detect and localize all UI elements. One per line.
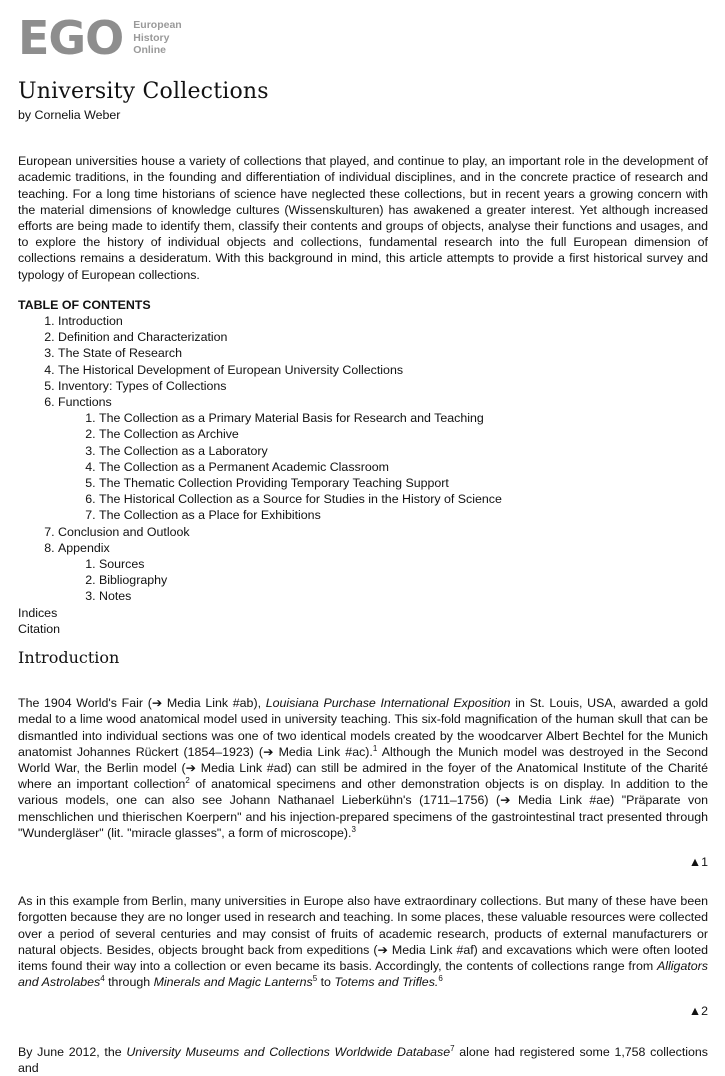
media-link[interactable]: ➔ Media Link #ad xyxy=(185,760,288,775)
text: of anatomical specimens and other demonstration objects is on display. In addition to the various models, one can also see Johann Nathanael Lieberkühn's (1711–1756) ( xyxy=(18,777,708,808)
logo-line-1: European xyxy=(133,19,182,32)
media-link[interactable]: ➔ Media Link #ab xyxy=(151,696,254,711)
media-link[interactable]: ➔ Media Link #ae xyxy=(500,793,611,808)
toc-citation-link[interactable]: Citation xyxy=(18,621,61,636)
toc-link[interactable]: The Collection as a Permanent Academic Classroom xyxy=(99,459,389,474)
toc-item-historical-development[interactable] xyxy=(58,362,708,378)
text: to xyxy=(317,975,335,990)
intro-paragraph-1 xyxy=(18,695,708,841)
toc-link[interactable]: Inventory: Types of Collections xyxy=(58,378,227,393)
italic-title: Alligators and Astrolabes xyxy=(18,958,708,990)
media-link[interactable]: ➔ Media Link #af xyxy=(377,942,474,957)
toc-link[interactable]: Functions xyxy=(58,395,112,410)
text: ) can still be admired in the foyer of the Anatomical Institute of the Charité where an important collection xyxy=(18,760,708,792)
text: alone had registered some 1,758 collections and xyxy=(18,1044,708,1075)
author-byline: by Cornelia Weber xyxy=(18,108,121,122)
toc-link[interactable]: The State of Research xyxy=(58,346,182,361)
media-link[interactable]: ➔ Media Link #ac xyxy=(263,744,366,759)
logo-text xyxy=(133,19,181,57)
intro-paragraph-2 xyxy=(18,893,708,990)
italic-title: Louisiana Purchase International Exposition xyxy=(265,696,511,711)
toc-link[interactable]: The Collection as a Laboratory xyxy=(99,443,268,458)
paragraph-marker-1[interactable]: ▲1 xyxy=(688,854,708,869)
toc-subitem[interactable] xyxy=(99,443,708,459)
logo-line-2: History xyxy=(133,31,170,44)
text: ), xyxy=(253,696,266,711)
toc-heading: TABLE OF CONTENTS xyxy=(18,297,151,312)
toc-subitem[interactable] xyxy=(99,556,708,572)
text: through xyxy=(104,975,154,990)
toc-subitem[interactable] xyxy=(99,410,708,426)
toc-item-conclusion[interactable] xyxy=(58,524,708,540)
toc-subitem[interactable] xyxy=(99,426,708,442)
toc-link[interactable]: Sources xyxy=(99,557,145,572)
italic-title: Totems and Trifles. xyxy=(334,975,439,990)
logo-mark: EGO xyxy=(18,11,124,65)
toc-link[interactable]: The Collection as a Place for Exhibitions xyxy=(99,508,321,523)
section-heading-introduction: Introduction xyxy=(18,648,120,668)
toc-item-definition[interactable] xyxy=(58,329,708,345)
toc-link[interactable]: Notes xyxy=(99,589,132,604)
article-page xyxy=(18,11,708,1076)
toc-link[interactable]: Definition and Characterization xyxy=(58,330,228,345)
toc-link[interactable]: The Historical Development of European University Collections xyxy=(58,362,404,377)
toc-subitem[interactable] xyxy=(99,588,708,604)
toc-link[interactable]: The Collection as Archive xyxy=(99,427,239,442)
toc-item-functions[interactable] xyxy=(58,394,708,524)
ego-logo[interactable] xyxy=(18,11,708,65)
text: The 1904 World's Fair ( xyxy=(18,696,152,711)
footnote-ref[interactable]: 3 xyxy=(351,824,356,834)
footnote-ref[interactable]: 5 xyxy=(312,974,318,984)
text: By June 2012, the xyxy=(18,1044,127,1059)
table-of-contents xyxy=(18,313,708,605)
toc-subitem[interactable] xyxy=(99,459,708,475)
toc-item-inventory[interactable] xyxy=(58,378,708,394)
toc-link[interactable]: The Thematic Collection Providing Temporary Teaching Support xyxy=(99,476,449,491)
footnote-ref[interactable]: 1 xyxy=(372,743,378,753)
toc-link[interactable]: Appendix xyxy=(58,540,110,555)
footnote-ref[interactable]: 4 xyxy=(100,974,105,984)
footnote-ref[interactable]: 7 xyxy=(450,1043,455,1053)
toc-link[interactable]: Bibliography xyxy=(99,573,168,588)
footnote-ref[interactable]: 2 xyxy=(185,776,190,786)
abstract: European universities house a variety of collections that played, and continue to play, an important role in the development of academic traditions, in the founding and differentiation of individual disciplines, and in the concrete practice of research and teaching. For a long time historians of science have neglected these collections, but in recent years a growing concern with the material dimensions of knowledge cultures (Wissenskulturen) has awakened a greater interest. Yet although increased efforts are being made to identify them, classify their contents and groups of objects, analyse their functions and usages, and to explore the history of individual objects and collections, fundamental research into the full European dimension of collections remains a desideratum. With this background in mind, this article attempts to provide a first historical survey and typology of European collections. xyxy=(18,154,708,282)
toc-sublist-functions xyxy=(58,410,708,523)
text: ) "Präparate von menschlichen und thierischen Koerpern" and his injection-prepared specimens of the gastrointestinal tract presented through "Wundergläser" (lit. "miracle glasses", a form of microscope). xyxy=(18,793,708,840)
toc-link[interactable]: The Collection as a Primary Material Basis for Research and Teaching xyxy=(99,411,484,426)
toc-subitem[interactable] xyxy=(99,475,708,491)
toc-link[interactable]: The Historical Collection as a Source for Studies in the History of Science xyxy=(99,492,502,507)
article-title: University Collections xyxy=(18,79,269,104)
toc-subitem[interactable] xyxy=(99,507,708,523)
paragraph-marker-2[interactable]: ▲2 xyxy=(688,1004,708,1019)
text: As in this example from Berlin, many universities in Europe also have extraordinary collections. But many of these have been forgotten because they are no longer used in research and teaching. In some places, these valuable resources were collected over a period of several centuries and may consist of fruits of academic research, products of external manufacturers or natural objects. Besides, objects brought back from expeditions ( xyxy=(18,894,708,957)
toc-item-appendix[interactable] xyxy=(58,540,708,605)
text: ) and excavations which were often looted items found their way into a collection or even became its basis. Accordingly, the contents of collections range from xyxy=(18,942,708,973)
toc-subitem[interactable] xyxy=(99,572,708,588)
toc-subitem[interactable] xyxy=(99,491,708,507)
text: in St. Louis, USA, awarded a gold medal to a lime wood anatomical model used in university teaching. This six-fold magnification of the human skull that can be dismantled into individual sections was one of two identical models created by the woodcarver Albert Bechtel for the Munich anatomist Johannes Rückert (1854–1923) ( xyxy=(18,696,708,759)
toc-extra-links xyxy=(18,605,708,637)
toc-item-introduction[interactable] xyxy=(58,313,708,329)
toc-link[interactable]: Introduction xyxy=(58,314,123,329)
logo-line-3: Online xyxy=(133,44,166,57)
toc-link[interactable]: Conclusion and Outlook xyxy=(58,524,190,539)
toc-item-state-of-research[interactable] xyxy=(58,345,708,361)
intro-paragraph-3 xyxy=(18,1044,708,1076)
text: Although the Munich model was destroyed in the Second World War, the Berlin model ( xyxy=(18,744,708,775)
italic-title: Minerals and Magic Lanterns xyxy=(153,975,313,990)
italic-title: University Museums and Collections Worldwide Database xyxy=(126,1044,451,1059)
toc-sublist-appendix xyxy=(58,556,708,605)
footnote-ref[interactable]: 6 xyxy=(438,974,443,984)
toc-indices-link[interactable]: Indices xyxy=(18,605,58,620)
text: ). xyxy=(365,744,373,759)
